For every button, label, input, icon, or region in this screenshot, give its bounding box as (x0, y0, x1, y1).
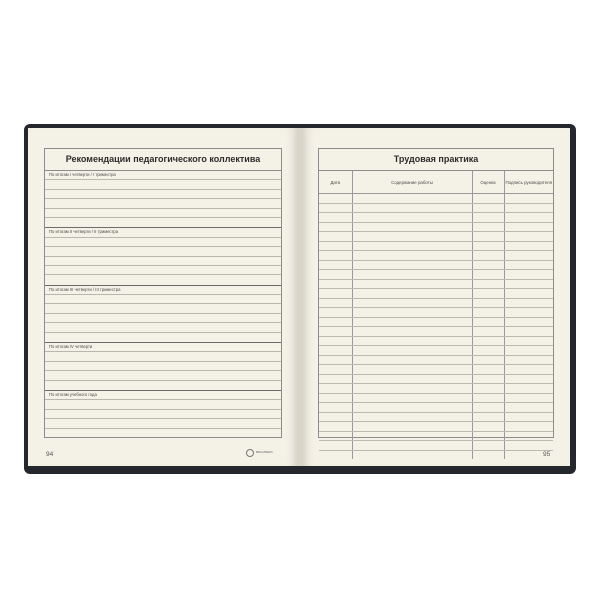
brand-logo-text: BRAUBERG (256, 450, 273, 455)
left-page-number: 94 (46, 451, 54, 458)
table-cell (319, 403, 352, 413)
table-cell (319, 232, 352, 242)
writing-line (45, 400, 281, 409)
recommendation-section (45, 286, 281, 343)
writing-line (45, 238, 281, 247)
table-row (319, 412, 553, 422)
table-row (319, 213, 553, 223)
table-cell (352, 327, 472, 337)
table-cell (352, 222, 472, 232)
table-cell (352, 270, 472, 280)
writing-line (45, 218, 281, 227)
writing-line (45, 410, 281, 419)
table-cell (504, 393, 553, 403)
table-row (319, 317, 553, 327)
writing-line (45, 190, 281, 199)
table-cell (472, 317, 504, 327)
table-cell (352, 317, 472, 327)
table-cell (504, 365, 553, 375)
table-row (319, 422, 553, 432)
table-cell (352, 431, 472, 441)
recommendation-section (45, 171, 281, 228)
writing-line (45, 275, 281, 284)
column-header-date: Дата (319, 171, 352, 194)
table-cell (472, 327, 504, 337)
table-cell (319, 289, 352, 299)
labor-practice-table (319, 171, 553, 459)
table-cell (504, 355, 553, 365)
writing-line (45, 429, 281, 438)
notebook-spine (298, 128, 302, 466)
table-cell (319, 441, 352, 451)
table-row (319, 431, 553, 441)
writing-line (45, 333, 281, 342)
table-cell (319, 260, 352, 270)
table-cell (472, 393, 504, 403)
table-cell (352, 194, 472, 204)
table-cell (319, 298, 352, 308)
table-cell (472, 203, 504, 213)
table-cell (504, 298, 553, 308)
table-cell (352, 441, 472, 451)
table-cell (319, 336, 352, 346)
table-cell (352, 298, 472, 308)
writing-line (45, 209, 281, 218)
table-cell (319, 393, 352, 403)
table-row (319, 393, 553, 403)
table-cell (352, 213, 472, 223)
table-cell (319, 431, 352, 441)
table-header-row (319, 171, 553, 194)
table-cell (352, 203, 472, 213)
table-cell (504, 289, 553, 299)
table-row (319, 194, 553, 204)
table-cell (352, 384, 472, 394)
recommendation-section (45, 343, 281, 391)
table-cell (504, 336, 553, 346)
table-cell (504, 412, 553, 422)
writing-line (45, 371, 281, 380)
table-cell (319, 203, 352, 213)
writing-line (45, 304, 281, 313)
table-row (319, 336, 553, 346)
table-row (319, 251, 553, 261)
writing-line (45, 381, 281, 390)
writing-line (45, 323, 281, 332)
table-cell (472, 289, 504, 299)
table-cell (319, 317, 352, 327)
table-cell (352, 450, 472, 459)
writing-line (45, 247, 281, 256)
column-header-supervisor-signature: Подпись руководителя (504, 171, 553, 194)
table-cell (504, 241, 553, 251)
table-cell (504, 279, 553, 289)
table-cell (352, 336, 472, 346)
table-cell (352, 308, 472, 318)
table-cell (472, 260, 504, 270)
labor-practice-form (318, 148, 554, 438)
table-cell (472, 384, 504, 394)
table-cell (504, 270, 553, 280)
table-cell (352, 279, 472, 289)
recommendation-section (45, 391, 281, 438)
section-label: По итогам IV четверти (49, 344, 93, 350)
table-row (319, 298, 553, 308)
table-cell (472, 441, 504, 451)
table-cell (472, 279, 504, 289)
table-cell (352, 251, 472, 261)
table-cell (352, 241, 472, 251)
table-cell (319, 422, 352, 432)
table-row (319, 308, 553, 318)
table-cell (472, 403, 504, 413)
table-cell (472, 270, 504, 280)
table-cell (472, 336, 504, 346)
table-cell (472, 431, 504, 441)
table-cell (504, 203, 553, 213)
table-row (319, 365, 553, 375)
table-cell (504, 403, 553, 413)
table-cell (504, 260, 553, 270)
table-row (319, 222, 553, 232)
right-page-number: 95 (543, 451, 551, 458)
table-cell (319, 251, 352, 261)
table-cell (472, 251, 504, 261)
table-row (319, 289, 553, 299)
table-cell (352, 374, 472, 384)
table-row (319, 327, 553, 337)
table-cell (319, 213, 352, 223)
table-cell (319, 412, 352, 422)
writing-line (45, 352, 281, 361)
writing-line (45, 314, 281, 323)
section-label: По итогам III четверти / III триместра (49, 286, 121, 292)
table-cell (352, 412, 472, 422)
table-cell (319, 374, 352, 384)
table-cell (352, 365, 472, 375)
recommendation-section (45, 228, 281, 285)
table-cell (352, 232, 472, 242)
table-cell (504, 194, 553, 204)
table-cell (504, 327, 553, 337)
table-cell (319, 346, 352, 356)
table-row (319, 374, 553, 384)
table-row (319, 203, 553, 213)
writing-line (45, 419, 281, 428)
section-label: По итогам учебного года (49, 391, 97, 397)
table-cell (319, 222, 352, 232)
table-cell (352, 289, 472, 299)
table-cell (472, 308, 504, 318)
table-cell (319, 327, 352, 337)
left-page-title: Рекомендации педагогического коллектива (45, 149, 281, 171)
table-cell (319, 355, 352, 365)
table-cell (504, 251, 553, 261)
table-cell (504, 222, 553, 232)
table-cell (319, 241, 352, 251)
table-row (319, 355, 553, 365)
table-cell (504, 308, 553, 318)
column-header-grade: Оценка (472, 171, 504, 194)
table-row (319, 241, 553, 251)
table-cell (472, 213, 504, 223)
table-row (319, 260, 553, 270)
table-cell (352, 260, 472, 270)
table-cell (472, 450, 504, 459)
column-header-work-content: Содержание работы (352, 171, 472, 194)
table-cell (352, 403, 472, 413)
writing-line (45, 295, 281, 304)
table-cell (472, 374, 504, 384)
table-cell (472, 355, 504, 365)
table-row (319, 270, 553, 280)
table-cell (319, 308, 352, 318)
table-cell (504, 431, 553, 441)
writing-line (45, 257, 281, 266)
table-cell (472, 222, 504, 232)
table-row (319, 450, 553, 459)
table-cell (472, 241, 504, 251)
table-cell (504, 346, 553, 356)
writing-line (45, 180, 281, 189)
brand-logo-icon (246, 449, 254, 457)
table-cell (319, 194, 352, 204)
brand-logo (246, 449, 273, 457)
table-cell (319, 450, 352, 459)
section-label: По итогам II четверти / II триместра (49, 229, 119, 235)
recommendations-form (44, 148, 282, 438)
table-cell (472, 365, 504, 375)
recommendations-sections (45, 171, 281, 438)
writing-line (45, 266, 281, 275)
table-row (319, 403, 553, 413)
table-cell (352, 393, 472, 403)
table-cell (504, 422, 553, 432)
table-row (319, 346, 553, 356)
table-row (319, 279, 553, 289)
table-cell (319, 384, 352, 394)
table-cell (352, 346, 472, 356)
table-cell (504, 213, 553, 223)
table-row (319, 384, 553, 394)
table-cell (504, 441, 553, 451)
writing-line (45, 362, 281, 371)
table-cell (504, 317, 553, 327)
table-cell (472, 346, 504, 356)
table-row (319, 232, 553, 242)
table-cell (319, 365, 352, 375)
writing-line (45, 199, 281, 208)
table-cell (352, 355, 472, 365)
table-cell (504, 232, 553, 242)
table-cell (472, 422, 504, 432)
table-cell (319, 270, 352, 280)
section-label: По итогам I четверти / I триместра (49, 172, 116, 177)
table-cell (472, 232, 504, 242)
table-cell (504, 384, 553, 394)
table-cell (352, 422, 472, 432)
table-row (319, 441, 553, 451)
table-cell (472, 194, 504, 204)
table-cell (472, 412, 504, 422)
right-page-title: Трудовая практика (319, 149, 553, 171)
table-cell (472, 298, 504, 308)
table-cell (504, 374, 553, 384)
table-cell (319, 279, 352, 289)
